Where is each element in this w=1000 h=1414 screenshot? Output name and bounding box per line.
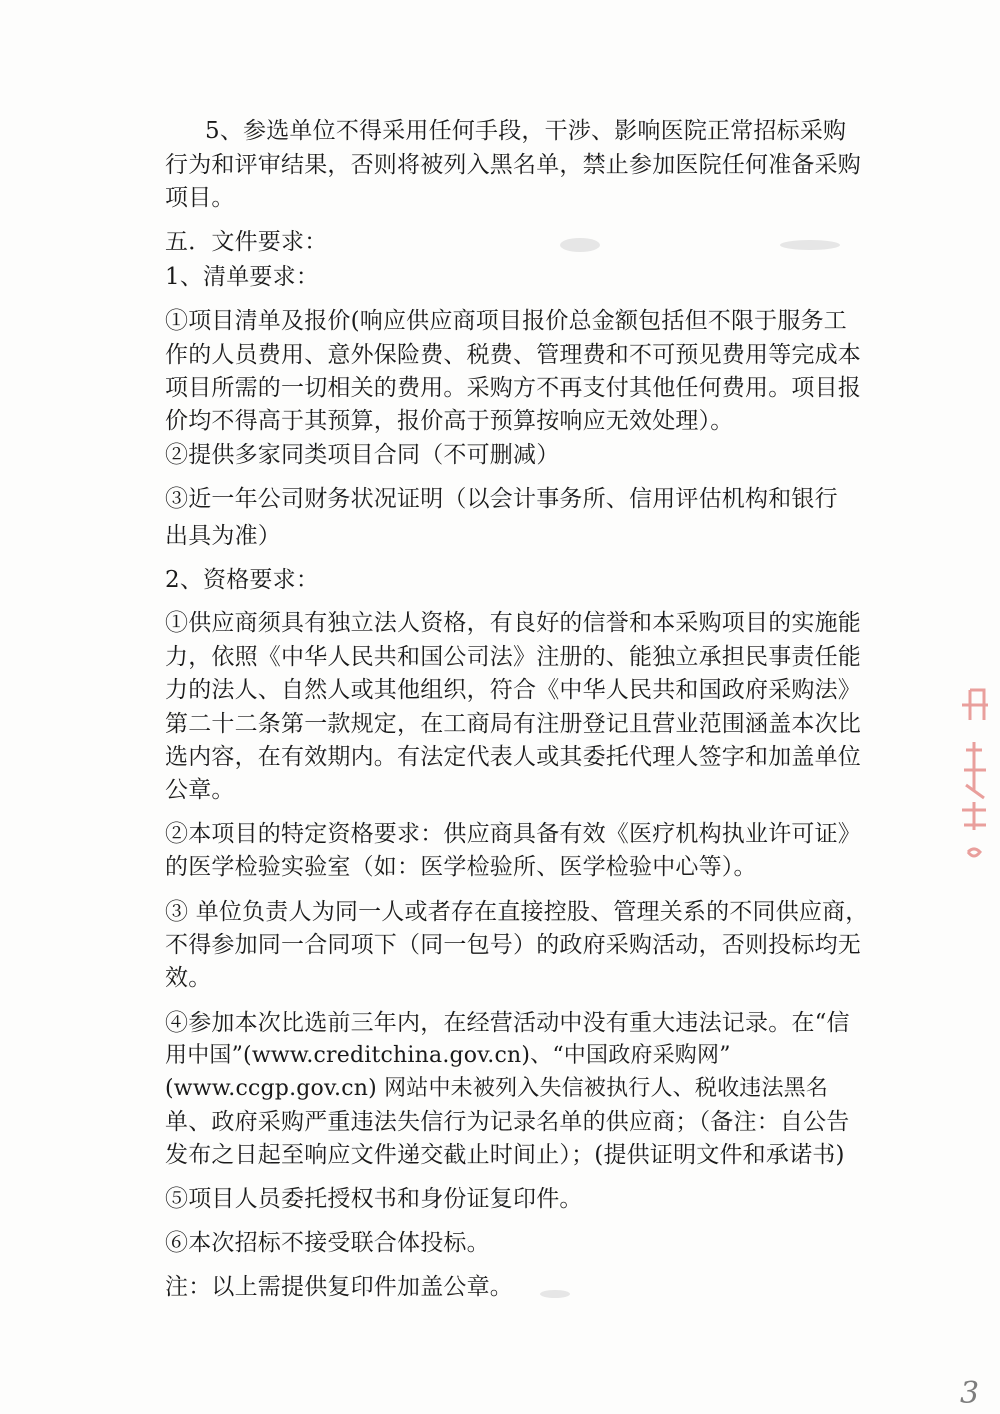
text-line: 项目所需的一切相关的费用。采购方不再支付其他任何费用。项目报 [165,375,861,401]
section-heading: 五．文件要求： [165,229,328,255]
text-line: 效。 [165,965,212,991]
text-line: 单、政府采购严重违法失信行为记录名单的供应商；（备注：自公告 [165,1109,850,1135]
text-line: 的医学检验实验室（如：医学检验所、医学检验中心等）。 [165,854,757,880]
text-line: 第二十二条第一款规定，在工商局有注册登记且营业范围涵盖本次比 [165,711,861,737]
text-line: ⑤项目人员委托授权书和身份证复印件。 [165,1186,583,1212]
text-line: ③近一年公司财务状况证明（以会计事务所、信用评估机构和银行 [165,486,838,512]
text-line: ④参加本次比选前三年内，在经营活动中没有重大违法记录。在“信 [165,1010,850,1036]
text-line: 选内容，在有效期内。有法定代表人或其委托代理人签字和加盖单位 [165,744,861,770]
text-line: 公章。 [165,777,235,803]
seal-fragment [952,680,992,870]
page-number: 3 [960,1376,980,1411]
text-line: ②本项目的特定资格要求：供应商具备有效《医疗机构执业许可证》 [165,821,861,847]
text-line: 力的法人、自然人或其他组织，符合《中华人民共和国政府采购法》 [165,677,861,703]
text-line: (www.ccgp.gov.cn) 网站中未被列入失信被执行人、税收违法黑名 [165,1076,829,1101]
subsection-heading: 1、清单要求： [165,264,320,290]
text-line: 出具为准） [165,523,281,549]
scan-speck [560,238,600,252]
text-line: 项目。 [165,185,235,211]
text-line: 不得参加同一合同项下（同一包号）的政府采购活动，否则投标均无 [165,932,861,958]
text-line: 力，依照《中华人民共和国公司法》注册的、能独立承担民事责任能 [165,644,861,670]
text-line: 发布之日起至响应文件递交截止时间止）；(提供证明文件和承诺书) [165,1142,845,1168]
note-line: 注：以上需提供复印件加盖公章。 [165,1274,513,1300]
text-line: 用中国”(www.creditchina.gov.cn)、“中国政府采购网” [165,1043,731,1068]
text-line: 行为和评审结果，否则将被列入黑名单，禁止参加医院任何准备采购 [165,152,861,178]
text-line: 5、参选单位不得采用任何手段，干涉、影响医院正常招标采购 [205,118,847,144]
scan-speck [540,1290,570,1298]
text-line: 价均不得高于其预算，报价高于预算按响应无效处理）。 [165,408,734,434]
text-line: ⑥本次招标不接受联合体投标。 [165,1230,490,1256]
text-line: ②提供多家同类项目合同（不可删减） [165,442,560,468]
text-line: 作的人员费用、意外保险费、税费、管理费和不可预见费用等完成本 [165,342,861,368]
subsection-heading: 2、资格要求： [165,567,320,593]
text-line: ①供应商须具有独立法人资格，有良好的信誉和本采购项目的实施能 [165,610,861,636]
text-line: ①项目清单及报价(响应供应商项目报价总金额包括但不限于服务工 [165,308,847,334]
scan-speck [780,240,840,250]
text-line: ③ 单位负责人为同一人或者存在直接控股、管理关系的不同供应商， [165,899,869,925]
